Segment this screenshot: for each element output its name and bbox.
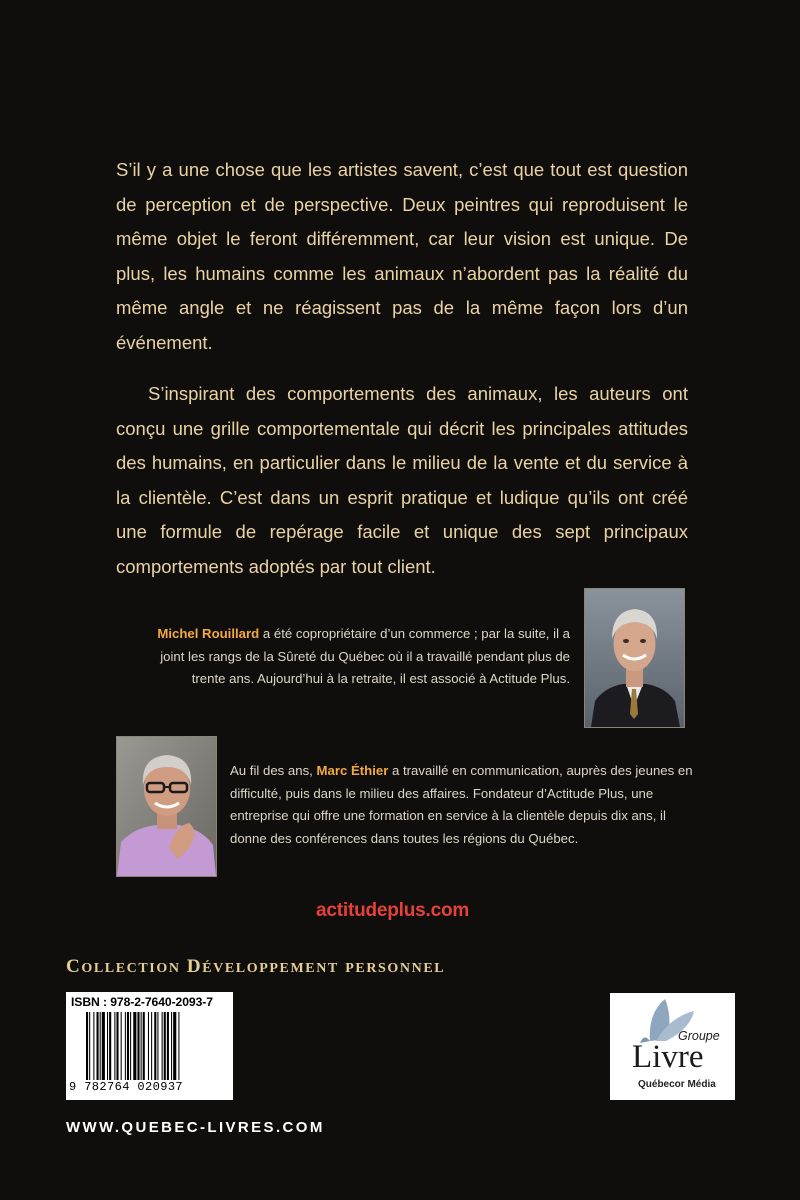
author-name-rouillard: Michel Rouillard bbox=[157, 626, 260, 641]
publisher-website[interactable]: WWW.QUEBEC-LIVRES.COM bbox=[66, 1119, 325, 1136]
author-photo-rouillard bbox=[584, 588, 685, 728]
author-bio-rouillard bbox=[130, 623, 570, 691]
description-paragraph-1: S’il y a une chose que les artistes savent, c’est que tout est question de perception et de perspective. Deux peintres qui reproduisent le même objet le feront différemment, car leur vision est unique. De plus, les humains comme les animaux n’abordent pas la réalité du même angle et ne réagissent pas de la même façon lors d’un événement. bbox=[116, 159, 688, 353]
publisher-logo-groupe: Groupe bbox=[678, 1029, 720, 1043]
collection-word-2-rest: ÉVELOPPEMENT bbox=[202, 961, 339, 976]
author-bio-ethier bbox=[230, 760, 700, 850]
isbn-label: ISBN : 978-2-7640-2093-7 bbox=[71, 995, 213, 1009]
isbn-barcode bbox=[66, 992, 233, 1100]
website-link[interactable]: actitudeplus.com bbox=[316, 900, 470, 921]
author-photo-ethier-image bbox=[117, 737, 216, 876]
publisher-logo bbox=[610, 993, 735, 1100]
author-bio-text-rouillard: a été copropriétaire d’un commerce ; par la suite, il a joint les rangs de la Sûreté du Québec où il a travaillé pendant plus de trente ans. Aujourd’hui à la retraite, il est associé à Actitude Plus. bbox=[160, 626, 570, 686]
author-bio-prefix-ethier: Au fil des ans, bbox=[230, 763, 317, 778]
collection-word-1-initial: C bbox=[66, 956, 82, 977]
author-photo-rouillard-image bbox=[585, 589, 684, 727]
barcode-digits: 9 782764 020937 bbox=[69, 1080, 184, 1094]
publisher-logo-livre: Livre bbox=[632, 1039, 704, 1075]
description-paragraph-2: S’inspirant des comportements des animaux, les auteurs ont conçu une grille comportementale qui décrit les principales attitudes des humains, en particulier dans le milieu de la vente et du service à la clientèle. C’est dans un esprit pratique et ludique qu’ils ont créé une formule de repérage facile et unique des sept principaux comportements adoptés par tout client. bbox=[116, 383, 688, 577]
collection-word-2-initial: D bbox=[186, 956, 203, 977]
collection-title bbox=[66, 956, 445, 978]
author-name-ethier: Marc Éthier bbox=[316, 763, 389, 778]
author-photo-ethier bbox=[116, 736, 217, 877]
publisher-logo-sub: Québecor Média bbox=[638, 1079, 716, 1090]
collection-word-1-rest: OLLECTION bbox=[81, 961, 181, 976]
collection-word-3: PERSONNEL bbox=[345, 961, 446, 976]
author-bio-text-ethier: a travaillé en communication, auprès des jeunes en difficulté, puis dans le milieu des affaires. Fondateur d’Actitude Plus, une entreprise qui offre une formation en service à la clientèle depuis dix ans, il donne des conférences dans toutes les régions du Québec. bbox=[230, 763, 693, 846]
barcode-icon bbox=[86, 1012, 226, 1080]
